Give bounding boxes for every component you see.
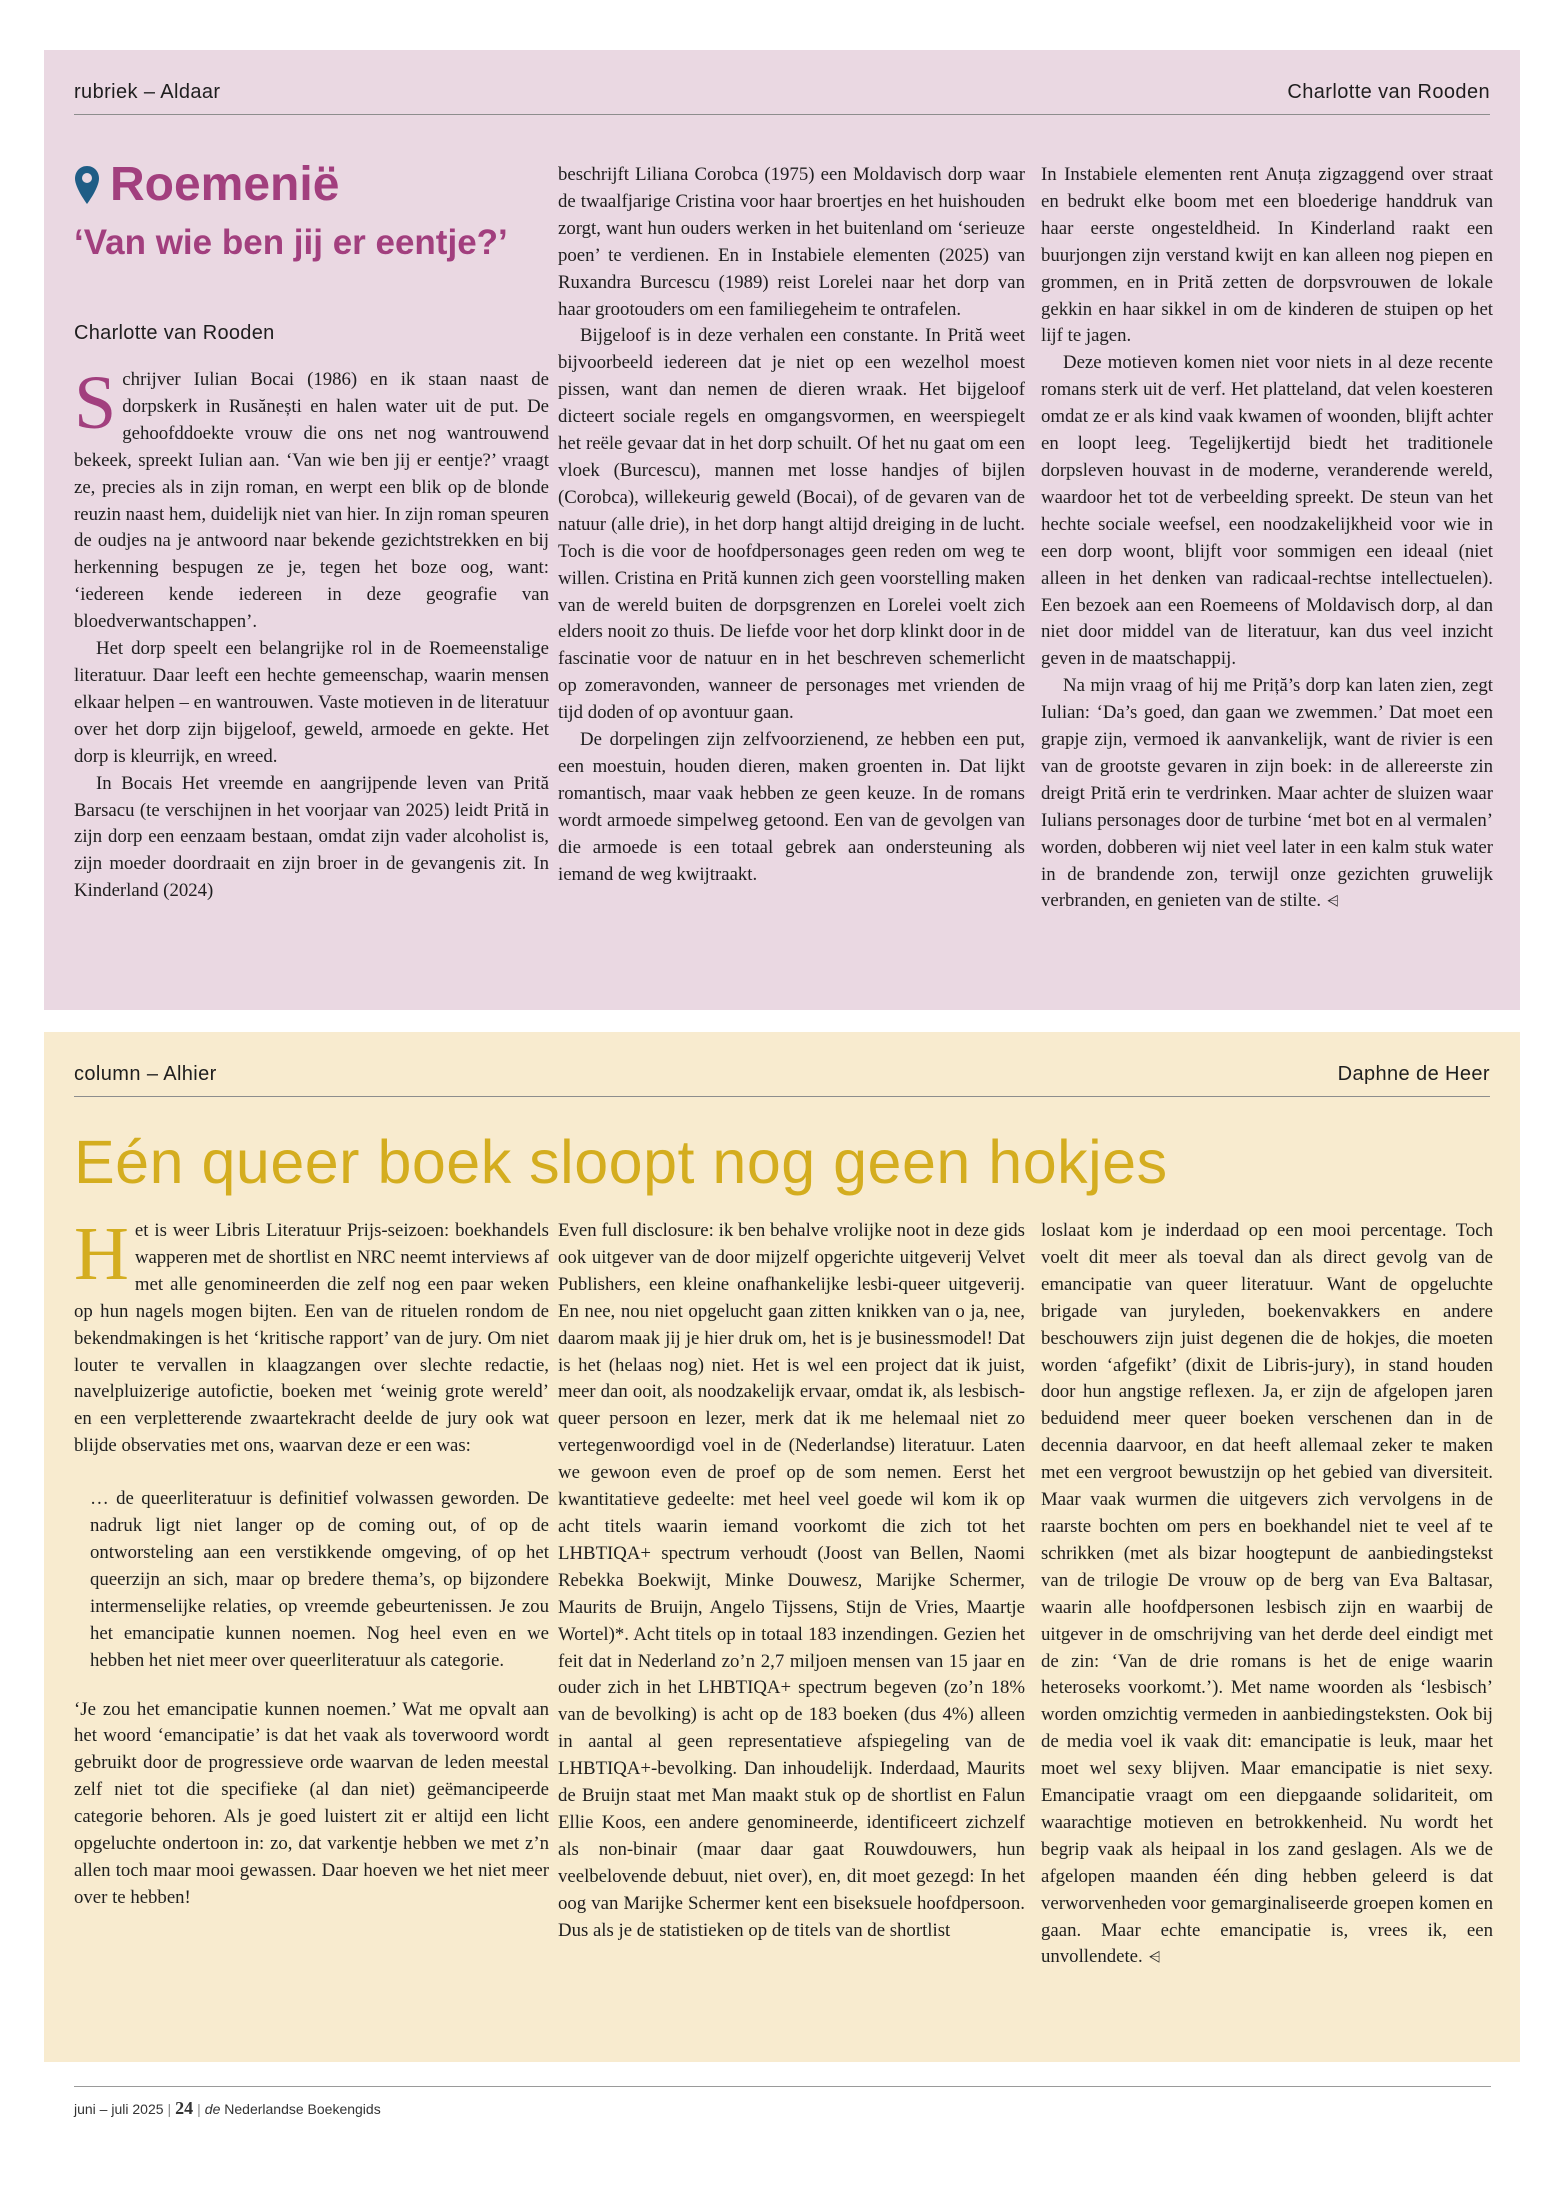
paragraph: De dorpelingen zijn zelfvoorzienend, ze hebben een put, een moestuin, houden dieren, maken groenten in. Dat lijkt romantisch, maar vaak hebben ze geen keuze. In de romans wordt armoede simpelweg getoond. Een van de gevolgen van die armoede is een totaal gebrek aan ondersteuning als iemand de weg kwijtraakt.: [558, 729, 1025, 885]
block-quote: [90, 1486, 549, 1674]
article-subtitle: ‘Van wie ben jij er eentje?’: [74, 223, 508, 262]
paragraph: In Bocais Het vreemde en aangrijpende leven van Prită Barsacu (te verschijnen in het voorjaar van 2025) leidt Prită in zijn dorp een eenzaam bestaan, omdat zijn vader alcoholist is, zijn moeder doordraait en zijn broer in de gevangenis zit. In Kinderland (2024): [74, 772, 549, 902]
section-label: rubriek – Aldaar: [74, 81, 221, 103]
article-byline: Charlotte van Rooden: [74, 322, 275, 344]
rubriek-article: [44, 50, 1520, 1010]
end-mark-icon: ⩤: [1327, 892, 1340, 911]
column-article: [44, 1032, 1520, 2062]
location-pin-icon: [74, 165, 100, 205]
paragraph: loslaat kom je inderdaad op een mooi percentage. Toch voelt dit meer als toeval dan als direct gevolg van de emancipatie van queer literatuur. Want de opgeluchte brigade van juryleden, boekenvakkers en andere beschouwers zijn juist degenen die de hokjes, die moeten worden ‘afgefikt’ (dixit de Libris-jury), in stand houden door hun angstige reflexen. Ja, er zijn de afgelopen jaren beduidend meer queer boeken verschenen dan in de decennia daarvoor, en dat heeft allemaal zeker te maken met een vergroot bewustzijn op het gebied van diversiteit. Maar vaak wurmen die uitgevers zich vervolgens in de raarste bochten om pers en boekhandel niet te veel af te schrikken (met als bizar hoogtepunt de aanbiedingstekst van de trilogie De vrouw op de berg van Eva Baltasar, waarin alle hoofdpersonen lesbisch zijn en waarbij de uitgever in de omschrijving van het derde deel eindigt met de zin: ‘Van de drie romans is het de enige waarin heteroseks voorkomt.’). Met name woorden als ‘lesbisch’ worden omzichtig vermeden in aanbiedingsteksten. Ook bij de media voel ik vaak dit: emancipatie is leuk, maar het moet wel sexy blijven. Maar emancipatie is niet sexy. Emancipatie vraagt om een diepgaande solidariteit, om waarachtige motieven en betrokkenheid. Nu wordt het begrip vaak als heipaal in los zand geslagen. Als we de afgelopen maanden één ding hebben geleerd is dat verworvenheden voor gemarginaliseerde groepen komen en gaan. Maar echte emancipatie is, vrees ik, een unvollendete. ⩤: [1041, 1220, 1493, 1968]
header-author: Charlotte van Rooden: [1287, 81, 1490, 103]
paragraph: Na mijn vraag of hij me Priță’s dorp kan laten zien, zegt Iulian: ‘Da’s goed, dan gaan we zwemmen.’ Dat moet een grapje zijn, vermoed ik aanvankelijk, want de rivier is een van de grootste gevaren in zijn boek: in de allereerste zin dreigt Prită erin te verdrinken. Maar achter de sluizen waar Iulians personages door de turbine ‘met bot en al vermalen’ worden, dobberen wij niet veel later in een kalm stuk water in de brandende zon, terwijl onze gezichten gruwelijk verbranden, en genieten van de stilte. ⩤: [1041, 675, 1493, 912]
article-title: Eén queer boek sloopt nog geen hokjes: [74, 1128, 1168, 1196]
paragraph: Bijgeloof is in deze verhalen een constante. In Prită weet bijvoorbeeld iedereen dat je niet op een wezelhol moest pissen, want dan nemen de dieren wraak. Het bijgeloof dicteert sociale regels en omgangsvormen, en weerspiegelt het reële gevaar dat in het dorp schuilt. Of het nu gaat om een vloek (Burcescu), mannen met losse handjes of bijlen (Corobca), willekeurig geweld (Bocai), of de gevaren van de natuur (alle drie), in het dorp hangt altijd dreiging in de lucht. Toch is die voor de hoofdpersonages geen reden om weg te willen. Cristina en Prită kunnen zich geen voorstelling maken van de wereld buiten de dorpsgrenzen en Lorelei voelt zich elders nooit zo thuis. De liefde voor het dorp klinkt door in de fascinatie voor de natuur en in het beschreven schemerlicht op zomeravonden, wanneer de personages met vrienden de tijd doden of op avontuur gaan.: [558, 325, 1025, 724]
paragraph: Even full disclosure: ik ben behalve vrolijke noot in deze gids ook uitgever van de door mijzelf opgerichte uitgeverij Velvet Publishers, een kleine onafhankelijke lesbi-queer uitgeverij. En nee, nou niet opgelucht gaan zitten knikken van o ja, nee, daarom maak jij je hier druk om, het is je businessmodel! Dat is het (helaas nog) niet. Het is wel een project dat ik juist, meer dan ooit, als noodzakelijk ervaar, omdat ik, als lesbisch-queer persoon en lezer, merk dat ik me helemaal niet zo vertegenwoordigd voel in de (Nederlandse) literatuur. Laten we gewoon even de proef op de som nemen. Eerst het kwantitatieve gedeelte: met heel veel goede wil kom ik op acht titels waarin iemand voorkomt die zich tot het LHBTIQA+ spectrum verhoudt (Joost van Bellen, Naomi Rebekka Boekwijt, Minke Douwesz, Marijke Schermer, Maurits de Bruijn, Angelo Tijssens, Stijn de Vries, Maartje Wortel)*. Acht titels op in totaal 183 inzendingen. Gezien het feit dat in Nederland zo’n 2,7 miljoen mensen van 15 jaar en ouder zich in het LHBTIQA+ spectrum begeven (zo’n 18% van de bevolking) is acht op de 183 boeken (dus 4%) alleen in aantal al geen representatieve afspiegeling van de LHBTIQA+-bevolking. Dan inhoudelijk. Inderdaad, Maurits de Bruijn staat met Man maakt stuk op de shortlist en Falun Ellie Koos, een andere genomineerde, identificeert zichzelf als non-binair (maar daar gaat Rouwdouwers, hun veelbelovende debuut, niet over), en, dit moet gezegd: In het oog van Marijke Schermer kent een biseksuele hoofdpersoon. Dus als je de statistieken op de titels van de shortlist: [558, 1220, 1025, 1941]
drop-cap: H: [74, 1212, 129, 1296]
issue-date: juni – juli 2025: [74, 2101, 164, 2117]
publication-name: Nederlandse Boekengids: [224, 2101, 381, 2117]
article-column-3: [1041, 1218, 1493, 1971]
end-mark-icon: ⩤: [1148, 1948, 1161, 1967]
paragraph: Deze motieven komen niet voor niets in al deze recente romans sterk uit de verf. Het platteland, dat velen koesteren omdat ze er als kind vaak kwamen of woonden, blijft achter en loopt leeg. Tegelijkertijd biedt het traditionele dorpsleven houvast in de moderne, veranderende wereld, waardoor het tot de verbeelding spreekt. De steun van het hechte sociale weefsel, een noodzakelijkheid voor wie in een dorp woont, blijft voor sommigen een ideaal (niet alleen in het denken van radicaal-rechtse intellectuelen). Een bezoek aan een Roemeens of Moldavisch dorp, al dan niet door middel van de literatuur, kan dus veel inzicht geven in de maatschappij.: [1041, 352, 1493, 670]
paragraph: Het dorp speelt een belangrijke rol in de Roemeenstalige literatuur. Daar leeft een hechte gemeenschap, waarin mensen elkaar helpen – en wantrouwen. Vaste motieven in de literatuur over het dorp zijn bijgeloof, geweld, armoede en gekte. Het dorp is kleurrijk, en wreed.: [74, 638, 549, 767]
footer-divider: [74, 2086, 1491, 2087]
paragraph: Schrijver Iulian Bocai (1986) en ik staan naast de dorpskerk in Rusănești en halen water uit de put. De gehoofddoekte vrouw die ons net nog wantrouwend bekeek, spreekt Iulian aan. ‘Van wie ben jij er eentje?’ vraagt ze, precies als in zijn roman, en werpt een blik op de blonde reuzin naast hem, duidelijk niet van hier. In zijn roman speuren de oudjes na je antwoord naar bekende gezichtstrekken en bij herkenning bespugen ze je, tegen het boze oog, want: ‘iedereen kende iedereen in deze geografie van bloedverwantschappen’.: [74, 361, 549, 633]
article-column-1: [74, 1212, 549, 1912]
section-header: [74, 81, 1490, 115]
article-title: Roemenië: [110, 158, 340, 211]
paragraph: Het is weer Libris Literatuur Prijs-seizoen: boekhandels wapperen met de shortlist en NRC neemt interviews af met alle genomineerden die zelf nog een paar weken op hun nagels mogen bijten. Een van de rituelen rondom de bekendmakingen is het ‘kritische rapport’ van de jury. Om niet louter te vervallen in klaagzangen over slechte redactie, navelpluizerige autofictie, boeken met ‘weinig grote wereld’ en een verpletterende zwaartekracht deelde de jury ook wat blijde observaties met ons, waarvan deze er een was:: [74, 1212, 549, 1457]
section-label: column – Alhier: [74, 1063, 217, 1085]
header-author: Daphne de Heer: [1337, 1063, 1490, 1085]
article-title-block: [74, 153, 554, 265]
page-footer: juni – juli 2025 | 24 | de Nederlandse Boekengids: [74, 2098, 381, 2118]
paragraph: In Instabiele elementen rent Anuța zigzaggend over straat en bedrukt elke boom met een bloederige handdruk van haar eerste ongesteldheid. In Kinderland raakt een buurjongen zijn verstand kwijt en kan alleen nog piepen en grommen, en in Prită zetten de dorpsvrouwen de lokale gekkin en haar sikkel in om de kinderen de stuipen op het lijf te jagen.: [1041, 164, 1493, 347]
article-column-3: [1041, 162, 1493, 915]
article-column-2: [558, 1218, 1025, 1944]
page-number: 24: [175, 2098, 194, 2118]
quote-text: … de queerliteratuur is definitief volwassen geworden. De nadruk ligt niet langer op de coming out, of op de ontworsteling aan een verstikkende omgeving, of op het queerzijn an sich, maar op bredere thema’s, op bijzondere intermenselijke relaties, op vreemde gebeurtenissen. Je zou het emancipatie kunnen noemen. Nog heel even en we hebben het niet meer over queerliteratuur als categorie.: [90, 1488, 549, 1671]
section-header: [74, 1063, 1490, 1097]
article-column-2: [558, 162, 1025, 888]
paragraph: beschrijft Liliana Corobca (1975) een Moldavisch dorp waar de twaalfjarige Cristina voor haar broertjes en het huishouden zorgt, want hun ouders werken in het buitenland om ‘serieuze poen’ te verdienen. En in Instabiele elementen (2025) van Ruxandra Burcescu (1989) reist Lorelei naar het dorp van haar grootouders om een familiegeheim te ontrafelen.: [558, 164, 1025, 320]
article-column-1: [74, 361, 549, 905]
drop-cap: S: [74, 361, 117, 445]
publication-prefix: de: [204, 2101, 221, 2117]
paragraph: ‘Je zou het emancipatie kunnen noemen.’ Wat me opvalt aan het woord ‘emancipatie’ is dat het vaak als toverwoord wordt gebruikt door de progressieve orde waarvan de leden meestal zelf niet tot die specifieke (al dan niet) geëmancipeerde categorie behoren. Als je goed luistert zit er altijd een licht opgeluchte ondertoon in: zo, dat varkentje hebben we met z’n allen toch maar mooi gewassen. Daar hoeven we het niet meer over te hebben!: [74, 1698, 549, 1908]
